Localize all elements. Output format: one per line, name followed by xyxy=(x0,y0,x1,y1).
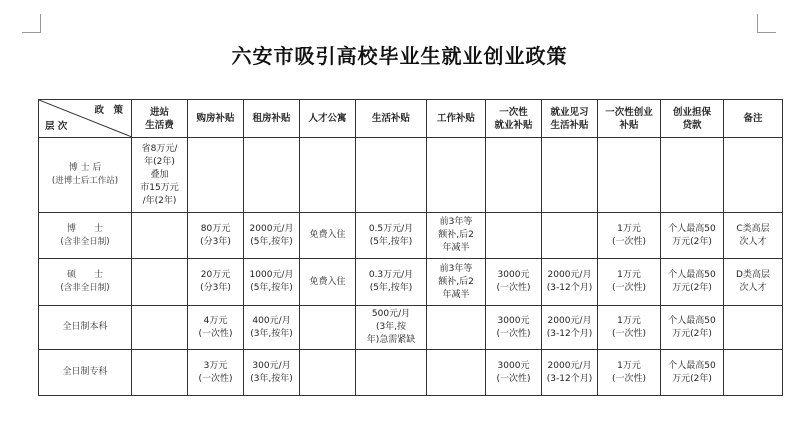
cell-line: 个人最高50 xyxy=(668,315,716,326)
cell-line: 购房补贴 xyxy=(196,113,235,124)
policy-table xyxy=(38,99,783,396)
column-header xyxy=(598,100,661,138)
cell-line: 3万元 xyxy=(203,360,228,371)
column-header xyxy=(486,100,542,138)
cell-line: 免费入住 xyxy=(309,276,346,287)
cell-line: 20万元 xyxy=(200,270,231,280)
column-header xyxy=(132,100,188,138)
table-cell xyxy=(244,306,300,350)
cell-line: 一次性创业 xyxy=(605,106,653,118)
cell-line: 进站 xyxy=(149,106,169,118)
table-cell xyxy=(427,350,486,396)
header-row xyxy=(39,100,783,138)
cell-line: 400元/月 xyxy=(252,315,291,326)
table-cell xyxy=(598,306,661,350)
cell-line: 2000元/月 xyxy=(547,360,592,371)
cell-line: (分3年) xyxy=(200,236,231,247)
cell-line: 3000元 xyxy=(497,315,530,326)
cell-line: 2000元/月 xyxy=(249,223,294,234)
cell-line: 生活费 xyxy=(145,119,174,131)
table-cell xyxy=(724,259,783,306)
table-cell xyxy=(300,350,356,396)
corner-policy-label: 政 策 xyxy=(94,105,123,116)
cell-line: 就业补贴 xyxy=(494,119,533,131)
cell-line: 年)急需紧缺 xyxy=(366,335,416,345)
column-header xyxy=(542,100,598,138)
table-cell xyxy=(132,306,188,350)
cell-line: 次人才 xyxy=(739,236,767,247)
level-line: (含非全日制) xyxy=(60,283,110,293)
table-row xyxy=(39,213,783,259)
table-cell xyxy=(356,213,427,259)
row-level-cell xyxy=(39,306,132,350)
column-header xyxy=(356,100,427,138)
table-cell xyxy=(661,259,724,306)
cell-line: 生活补贴 xyxy=(371,113,410,124)
crop-mark-top-left xyxy=(22,14,41,33)
cell-line: 1万元 xyxy=(617,270,641,280)
cell-line: 万元(2年) xyxy=(672,373,712,384)
cell-line: 2000元/月 xyxy=(547,270,592,280)
cell-line: 万元(2年) xyxy=(672,236,712,247)
level-line: 全日制本科 xyxy=(62,322,108,332)
cell-line: 工作补贴 xyxy=(436,113,475,124)
cell-line: 人才公寓 xyxy=(308,113,347,124)
level-line: 博 士 后 xyxy=(68,163,102,173)
cell-line: (3年,按年) xyxy=(250,373,293,384)
level-line: 硕 士 xyxy=(66,270,103,280)
cell-line: (5年,按年) xyxy=(250,236,293,247)
cell-line: (一次性) xyxy=(611,373,647,384)
table-cell xyxy=(542,138,598,213)
cell-line: (3-12个月) xyxy=(546,328,593,339)
table-cell xyxy=(244,213,300,259)
table-cell xyxy=(486,350,542,396)
table-cell xyxy=(300,259,356,306)
cell-line: (一次性) xyxy=(496,373,531,384)
level-line: 博 士 xyxy=(66,223,103,234)
table-cell xyxy=(300,306,356,350)
table-cell xyxy=(132,138,188,213)
cell-line: 万元(2年) xyxy=(672,328,712,339)
cell-line: 3000元 xyxy=(497,270,530,280)
table-cell xyxy=(356,138,427,213)
cell-line: (5年,按年) xyxy=(369,283,413,293)
table-cell xyxy=(486,213,542,259)
page-title: 六安市吸引高校毕业生就业创业政策 xyxy=(231,44,568,68)
row-level-cell xyxy=(39,350,132,396)
table-cell xyxy=(661,138,724,213)
table-cell xyxy=(244,259,300,306)
cell-line: 补贴 xyxy=(619,119,639,131)
cell-line: (5年,按年) xyxy=(369,236,413,247)
cell-line: 3000元 xyxy=(497,360,530,371)
table-cell xyxy=(427,138,486,213)
cell-line: (一次性) xyxy=(198,328,233,339)
cell-line: 租房补贴 xyxy=(252,113,291,124)
cell-line: 叠加 xyxy=(150,169,169,180)
table-cell xyxy=(188,213,244,259)
cell-line: 0.3万元/月 xyxy=(368,270,414,280)
table-cell xyxy=(486,138,542,213)
table-cell xyxy=(188,259,244,306)
cell-line: 省8万元/ xyxy=(141,143,178,154)
table-cell xyxy=(356,350,427,396)
cell-line: 额补,后2 xyxy=(438,230,474,240)
table-cell xyxy=(724,138,783,213)
cell-line: 1万元 xyxy=(617,223,641,234)
cell-line: 1万元 xyxy=(617,360,641,371)
column-header xyxy=(724,100,783,138)
table-cell xyxy=(188,350,244,396)
cell-line: (一次性) xyxy=(611,283,647,293)
table-cell xyxy=(661,213,724,259)
level-line: 全日制专科 xyxy=(62,367,108,377)
table-cell xyxy=(598,213,661,259)
table-cell xyxy=(598,138,661,213)
column-header xyxy=(661,100,724,138)
cell-line: D类高层 xyxy=(736,270,770,280)
row-level-cell xyxy=(39,213,132,259)
cell-line: 前3年等 xyxy=(439,217,473,227)
cell-line: 个人最高50 xyxy=(668,270,716,280)
table-cell xyxy=(598,259,661,306)
table-cell xyxy=(188,138,244,213)
table-cell xyxy=(661,350,724,396)
cell-line: 市15万元 xyxy=(140,182,179,193)
cell-line: 年减半 xyxy=(442,289,470,300)
table-cell xyxy=(244,138,300,213)
cell-line: 个人最高50 xyxy=(668,360,716,371)
table-row xyxy=(39,138,783,213)
cell-line: 1万元 xyxy=(617,315,641,326)
table-cell xyxy=(724,213,783,259)
cell-line: 0.5万元/月 xyxy=(368,223,414,234)
cell-line: (一次性) xyxy=(496,328,531,339)
table-cell xyxy=(132,259,188,306)
cell-line: 就业见习 xyxy=(550,106,589,118)
table-cell xyxy=(542,350,598,396)
cell-line: 额补,后2 xyxy=(438,276,474,287)
table-cell xyxy=(132,350,188,396)
table-cell xyxy=(661,306,724,350)
cell-line: (5年,按年) xyxy=(250,283,293,293)
table-row xyxy=(39,350,783,396)
cell-line: (一次性) xyxy=(496,283,531,293)
cell-line: 免费入住 xyxy=(309,230,346,240)
cell-line: C类高层 xyxy=(736,223,770,234)
table-cell xyxy=(724,350,783,396)
table-cell xyxy=(356,259,427,306)
column-header xyxy=(188,100,244,138)
cell-line: (分3年) xyxy=(200,283,231,293)
level-line: (进博士后工作站) xyxy=(51,176,119,186)
table-cell xyxy=(132,213,188,259)
table-cell xyxy=(427,306,486,350)
column-header xyxy=(300,100,356,138)
cell-line: 80万元 xyxy=(200,223,231,234)
crop-mark-top-right xyxy=(757,14,776,33)
table-cell xyxy=(300,138,356,213)
table-cell xyxy=(542,259,598,306)
cell-line: (一次性) xyxy=(198,373,233,384)
row-level-cell xyxy=(39,259,132,306)
cell-line: 年(2年) xyxy=(144,156,175,167)
cell-line: 备注 xyxy=(743,113,763,124)
cell-line: 前3年等 xyxy=(439,263,473,274)
cell-line: (一次性) xyxy=(611,236,647,247)
table-cell xyxy=(486,306,542,350)
table-cell xyxy=(244,350,300,396)
cell-line: 一次性 xyxy=(499,106,528,118)
table-cell xyxy=(300,213,356,259)
corner-level-label: 层 次 xyxy=(45,121,68,132)
cell-line: 次人才 xyxy=(739,283,767,293)
cell-line: 个人最高50 xyxy=(668,223,716,234)
cell-line: 年减半 xyxy=(442,243,470,253)
table-cell xyxy=(427,213,486,259)
cell-line: /年(2年) xyxy=(142,195,177,206)
level-line: (含非全日制) xyxy=(60,236,110,247)
table-cell xyxy=(598,350,661,396)
table-cell xyxy=(188,306,244,350)
table-row xyxy=(39,306,783,350)
table-cell xyxy=(724,306,783,350)
cell-line: (3年,按 xyxy=(375,322,407,332)
column-header xyxy=(244,100,300,138)
cell-line: (一次性) xyxy=(611,328,647,339)
table-cell xyxy=(356,306,427,350)
table-row xyxy=(39,259,783,306)
cell-line: (3年,按年) xyxy=(250,328,293,339)
table-cell xyxy=(427,259,486,306)
row-level-cell xyxy=(39,138,132,213)
cell-line: 贷款 xyxy=(682,119,702,131)
cell-line: 4万元 xyxy=(203,315,228,326)
table-cell xyxy=(542,213,598,259)
cell-line: 300元/月 xyxy=(252,360,291,371)
cell-line: 万元(2年) xyxy=(672,283,712,293)
cell-line: 2000元/月 xyxy=(547,315,592,326)
table-cell xyxy=(486,259,542,306)
cell-line: (3-12个月) xyxy=(546,283,593,293)
table-cell xyxy=(542,306,598,350)
corner-header-cell xyxy=(39,100,132,138)
cell-line: 500元/月 xyxy=(371,309,411,319)
cell-line: 生活补贴 xyxy=(550,119,589,131)
column-header xyxy=(427,100,486,138)
cell-line: 创业担保 xyxy=(672,106,711,118)
cell-line: 1000元/月 xyxy=(249,270,294,280)
cell-line: (3-12个月) xyxy=(546,373,593,384)
